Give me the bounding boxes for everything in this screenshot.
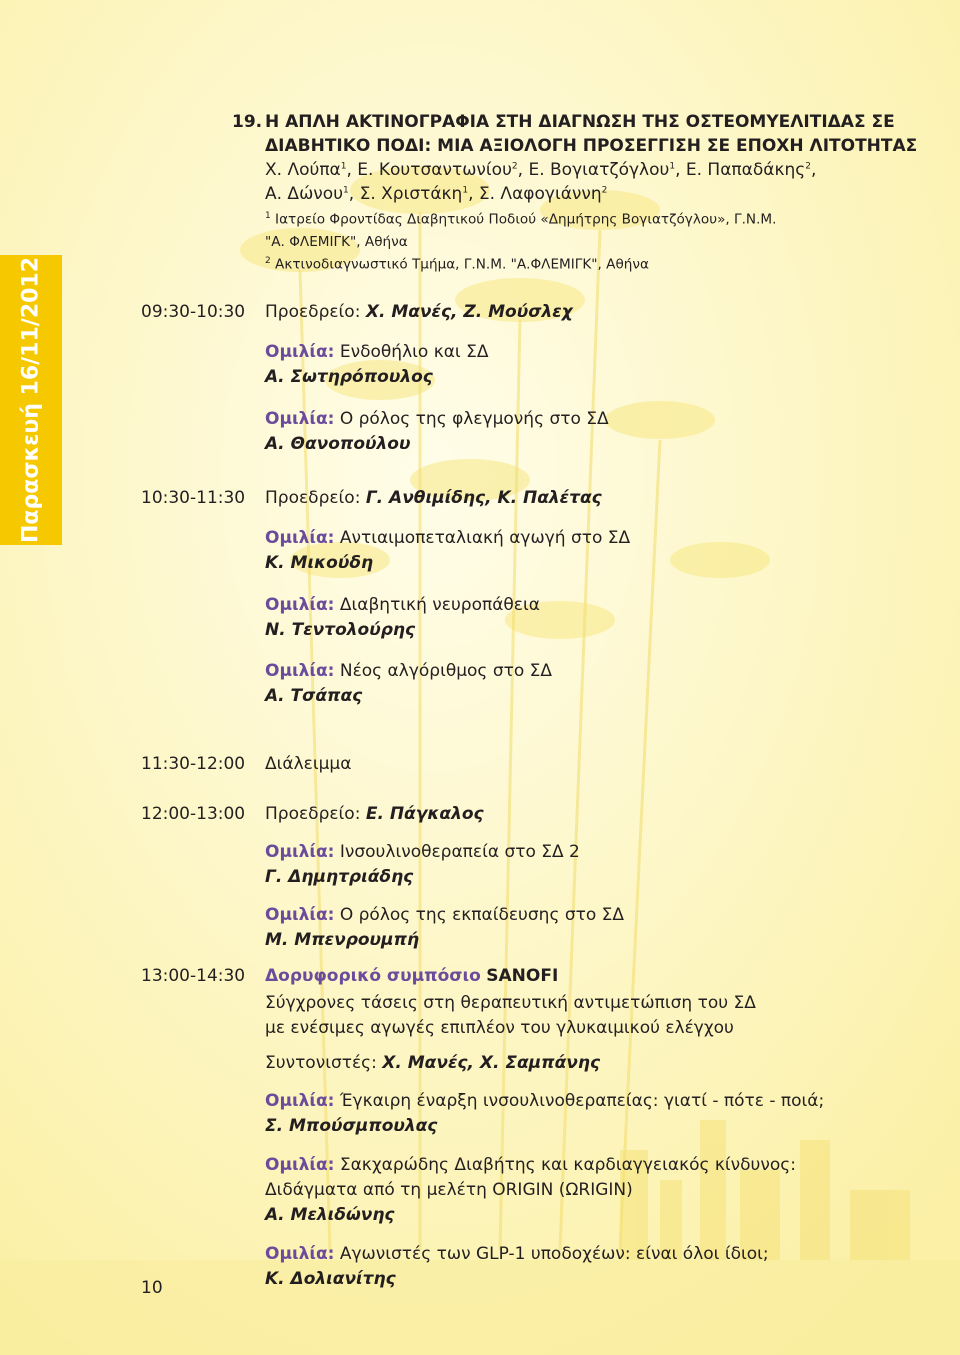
talk-label: Ομιλία:: [265, 1155, 335, 1175]
talk-title: [265, 595, 540, 615]
talk-title: [265, 842, 580, 862]
abstract-title-line2: ΔΙΑΒΗΤΙΚΟ ΠΟΔΙ: ΜΙΑ ΑΞΙΟΛΟΓΗ ΠΡΟΣΕΓΓΙΣΗ ΣΕ ΕΠΟΧΗ ΛΙΤΟΤΗΤΑΣ: [265, 136, 918, 156]
talk-label: Ομιλία:: [265, 595, 335, 615]
abstract-affiliation1-line1: [265, 211, 776, 228]
affiliation2-sup: 2: [265, 256, 271, 266]
chairs-label: Προεδρείο:: [265, 804, 361, 824]
page-number: 10: [141, 1278, 163, 1298]
chairs-names: Χ. Μανές, Ζ. Μούσλεχ: [365, 302, 573, 322]
talk-title: [265, 1091, 824, 1111]
session-chairs: [265, 302, 573, 322]
talk-speaker: Α. Σωτηρόπουλος: [265, 367, 433, 387]
talk-title: [265, 528, 630, 548]
talk-label: Ομιλία:: [265, 1091, 335, 1111]
affiliation2-text: Ακτινοδιαγνωστικό Τμήμα, Γ.Ν.Μ. "Α.ΦΛΕΜΙΓΚ", Αθήνα: [270, 256, 649, 273]
author-affiliation-sup: 2: [805, 161, 811, 172]
talk-title-text: Νέος αλγόριθμος στο ΣΔ: [339, 661, 553, 681]
session-time: 12:00-13:00: [141, 804, 246, 824]
symposium-desc-line2: με ενέσιμες αγωγές επιπλέον του γλυκαιμικού ελέγχου: [265, 1018, 734, 1038]
talk-speaker: Κ. Δολιανίτης: [265, 1269, 396, 1289]
talk-title-text: Ο ρόλος της εκπαίδευσης στο ΣΔ: [339, 905, 625, 925]
break-time: 11:30-12:00: [141, 754, 246, 774]
talk-speaker: Ν. Τεντολούρης: [265, 620, 416, 640]
talk-label: Ομιλία:: [265, 342, 335, 362]
talk-title-text: Αγωνιστές των GLP-1 υποδοχέων: είναι όλοι ίδιοι;: [339, 1244, 769, 1264]
talk-title: [265, 1244, 769, 1264]
author-affiliation-sup: 1: [343, 185, 349, 196]
session-chairs: [265, 488, 602, 508]
talk-label: Ομιλία:: [265, 409, 335, 429]
symposium-heading: [265, 966, 558, 986]
author-text: Χ. Λούπα: [265, 160, 341, 180]
coordinators-names: Χ. Μανές, Χ. Σαμπάνης: [382, 1053, 601, 1073]
date-label: Παρασκευή 16/11/2012: [18, 256, 44, 544]
talk-label: Ομιλία:: [265, 905, 335, 925]
talk-title: [265, 409, 609, 429]
talk-title: [265, 905, 624, 925]
symposium-coordinators: [265, 1053, 600, 1073]
talk-title: [265, 661, 552, 681]
talk-label: Ομιλία:: [265, 661, 335, 681]
symposium-desc-line1: Σύγχρονες τάσεις στη θεραπευτική αντιμετώπιση του ΣΔ: [265, 993, 756, 1013]
talk-title-text: Σακχαρώδης Διαβήτης και καρδιαγγειακός κίνδυνος:: [339, 1155, 796, 1175]
talk-title-text: Ενδοθήλιο και ΣΔ: [339, 342, 489, 362]
author-affiliation-sup: 1: [669, 161, 676, 172]
author-text: ,: [810, 160, 817, 180]
author-text: Α. Δώνου: [265, 184, 344, 204]
session-chairs: [265, 804, 484, 824]
symposium-sponsor: SANOFI: [486, 966, 559, 986]
talk-speaker: Μ. Μπενρουμπή: [265, 930, 420, 950]
talk-speaker: Κ. Μικούδη: [265, 553, 374, 573]
symposium-label: Δορυφορικό συμπόσιο: [265, 966, 481, 986]
author-text: , Ε. Παπαδάκης: [675, 160, 806, 180]
talk-title-text: Αντιαιμοπεταλιακή αγωγή στο ΣΔ: [339, 528, 631, 548]
chairs-names: Γ. Ανθιμίδης, Κ. Παλέτας: [365, 488, 602, 508]
chairs-label: Προεδρείο:: [265, 302, 361, 322]
talk-title-text: Έγκαιρη έναρξη ινσουλινοθεραπείας: γιατί - πότε - ποιά;: [339, 1091, 825, 1111]
abstract-affiliation2: [265, 256, 649, 273]
talk-label: Ομιλία:: [265, 1244, 335, 1264]
talk-speaker: Σ. Μπούσμπουλας: [265, 1116, 438, 1136]
talk-speaker: Α. Θανοπούλου: [265, 434, 411, 454]
affiliation1-text: Ιατρείο Φροντίδας Διαβητικού Ποδιού «Δημήτρης Βογιατζόγλου», Γ.Ν.Μ.: [270, 211, 777, 228]
abstract-affiliation1-line2: "Α. ΦΛΕΜΙΓΚ", Αθήνα: [265, 234, 408, 250]
talk-title: [265, 1155, 796, 1175]
talk-title-text: Διαβητική νευροπάθεια: [339, 595, 540, 615]
talk-speaker: Α. Μελιδώνης: [265, 1205, 395, 1225]
author-affiliation-sup: 2: [601, 185, 608, 196]
abstract-authors-line1: [265, 160, 816, 180]
symposium-time: 13:00-14:30: [141, 966, 246, 986]
chairs-names: Ε. Πάγκαλος: [365, 804, 484, 824]
talk-title-text: Ο ρόλος της φλεγμονής στο ΣΔ: [339, 409, 609, 429]
talk-label: Ομιλία:: [265, 528, 335, 548]
abstract-title-line1: Η ΑΠΛΗ ΑΚΤΙΝΟΓΡΑΦΙΑ ΣΤΗ ΔΙΑΓΝΩΣΗ ΤΗΣ ΟΣΤΕΟΜΥΕΛΙΤΙΔΑΣ ΣΕ: [265, 112, 895, 132]
abstract-authors-line2: [265, 184, 607, 204]
talk-title: [265, 342, 488, 362]
talk-label: Ομιλία:: [265, 842, 335, 862]
affiliation1-sup: 1: [265, 211, 271, 221]
coordinators-label: Συντονιστές:: [265, 1053, 377, 1073]
talk-title-line2: Διδάγματα από τη μελέτη ORIGIN (ΩRIGIN): [265, 1180, 633, 1200]
session-time: 10:30-11:30: [141, 488, 246, 508]
session-time: 09:30-10:30: [141, 302, 246, 322]
author-text: , Ε. Κουτσαντωνίου: [346, 160, 512, 180]
author-text: , Ε. Βογιατζόγλου: [517, 160, 670, 180]
talk-title-text: Ινσουλινοθεραπεία στο ΣΔ 2: [339, 842, 580, 862]
author-text: , Σ. Χριστάκη: [348, 184, 463, 204]
author-text: , Σ. Λαφογιάννη: [468, 184, 602, 204]
author-affiliation-sup: 1: [340, 161, 347, 172]
break-label: Διάλειμμα: [265, 754, 352, 774]
talk-speaker: Γ. Δημητριάδης: [265, 867, 414, 887]
chairs-label: Προεδρείο:: [265, 488, 361, 508]
abstract-number: 19.: [232, 112, 263, 132]
author-affiliation-sup: 1: [462, 185, 469, 196]
author-affiliation-sup: 2: [511, 161, 518, 172]
talk-speaker: Α. Τσάπας: [265, 686, 363, 706]
